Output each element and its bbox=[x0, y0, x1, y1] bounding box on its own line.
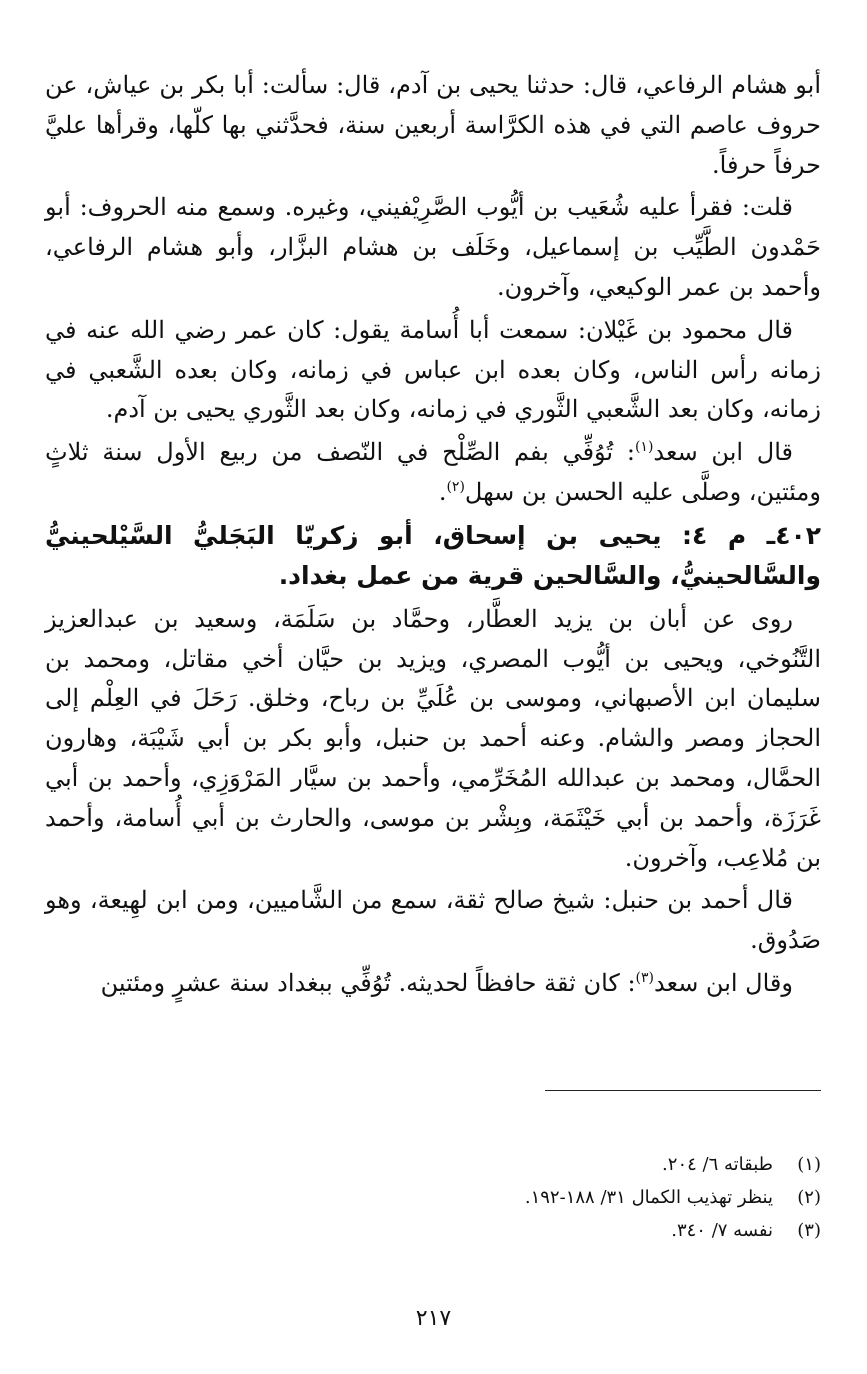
paragraph-ibn-saad-thiqa bbox=[45, 964, 821, 1004]
footnote-number: (٣) bbox=[797, 1220, 821, 1241]
page-number: ٢١٧ bbox=[415, 1306, 452, 1331]
paragraph-ibn-saad-death bbox=[45, 433, 821, 513]
footnote-text: ينظر تهذيب الكمال ٣١/ ١٨٨-١٩٢. bbox=[524, 1187, 773, 1208]
footnote-reference-3: (٣) bbox=[635, 969, 655, 986]
text-segment: : كان ثقة حافظاً لحديثه. تُوُفِّي ببغداد سنة عشرٍ ومئتين bbox=[100, 968, 636, 997]
footnote-reference-1: (١) bbox=[634, 439, 654, 456]
footnote-number: (١) bbox=[797, 1154, 821, 1175]
paragraph-abu-hisham: أبو هشام الرفاعي، قال: حدثنا يحيى بن آدم، قال: سألت: أبا بكر بن عياش، عن حروف عاصم التي في هذه الكرَّاسة أربعين سنة، فحدَّثني بها كلّها، وقرأها عليَّ حرفاً حرفاً. bbox=[45, 71, 821, 179]
footnote-text: طبقاته ٦/ ٢٠٤. bbox=[662, 1154, 773, 1175]
text-segment: : تُوُفِّي بفم الصِّلْح في النّصف من ربيع الأول سنة ثلاثٍ ومئتين، وصلَّى عليه الحسن بن سهل bbox=[45, 438, 821, 506]
page-body bbox=[45, 66, 821, 1007]
footnote-item bbox=[45, 1148, 821, 1181]
paragraph-qultu: قلت: فقرأ عليه شُعَيب بن أيُّوب الصَّرِيْفيني، وغيره. وسمع منه الحروف: أبو حَمْدون الطَّيِّب بن إسماعيل، وخَلَف بن هشام البزَّار، وأبو هشام الرفاعي، وأحمد بن عمر الوكيعي، وآخرون. bbox=[45, 193, 821, 301]
text-segment: قال ابن سعد bbox=[653, 438, 793, 467]
footnote-item bbox=[45, 1214, 821, 1247]
footnote-item bbox=[45, 1181, 821, 1214]
footnote-number: (٢) bbox=[797, 1187, 821, 1208]
paragraph-mahmoud-ghaylan: قال محمود بن غَيْلان: سمعت أبا أُسامة يقول: كان عمر رضي الله عنه في زمانه رأس الناس، وكان بعده ابن عباس في زمانه، وكان بعده الشَّعبي في زمانه، وكان بعد الشَّعبي الثَّوري في زمانه، وكان بعد الثَّوري يحيى بن آدم. bbox=[45, 315, 821, 424]
footnotes bbox=[45, 1148, 821, 1247]
footnote-divider bbox=[545, 1090, 821, 1091]
text-segment: . bbox=[438, 477, 447, 506]
text-segment: وقال ابن سعد bbox=[654, 968, 793, 997]
entry-heading-402: ٤٠٢ـ م ٤: يحيى بن إسحاق، أبو زكريّا البَجَليُّ السَّيْلحينيُّ والسَّالحينيُّ، والسَّالحين قرية من عمل بغداد. bbox=[45, 520, 821, 590]
footnote-text: نفسه ٧/ ٣٤٠. bbox=[671, 1220, 773, 1241]
paragraph-rawa-an: روى عن أبان بن يزيد العطَّار، وحمَّاد بن سَلَمَة، وسعيد بن عبدالعزيز التَّنُوخي، ويحيى بن أيُّوب المصري، ويزيد بن حيَّان أخي مقاتل، ومحمد بن سليمان ابن الأصبهاني، وموسى بن عُلَيِّ بن رباح، وخلق. رَحَلَ في العِلْم إلى الحجاز ومصر والشام. وعنه أحمد بن حنبل، وأبو بكر بن أبي شَيْبَة، وهارون الحمَّال، ومحمد بن عبدالله المُخَرِّمي، وأحمد بن سيَّار المَرْوَزِي، وأحمد بن أبي غَرَزَة، وأحمد بن أبي خَيْثَمَة، وبِشْر بن موسى، والحارث بن أبي أُسامة، وأحمد بن مُلاعِب، وآخرون. bbox=[45, 604, 821, 872]
footnote-reference-2: (٢) bbox=[446, 478, 465, 495]
paragraph-ahmad-hanbal: قال أحمد بن حنبل: شيخ صالح ثقة، سمع من الشَّاميين، ومن ابن لهِيعة، وهو صَدُوق. bbox=[45, 886, 821, 955]
